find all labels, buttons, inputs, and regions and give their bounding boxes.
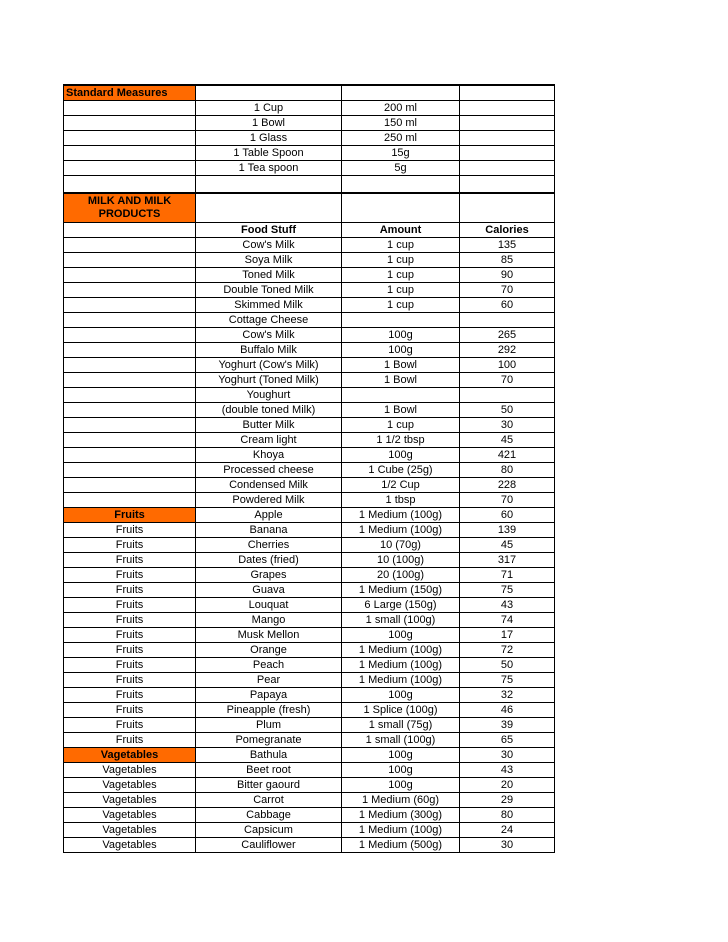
category-cell [64, 268, 196, 283]
food-amount: 1 Medium (100g) [342, 673, 460, 688]
food-amount [342, 388, 460, 403]
category-cell: Fruits [64, 688, 196, 703]
category-cell: Vagetables [64, 838, 196, 853]
category-cell: Vagetables [64, 748, 196, 763]
food-name: Pineapple (fresh) [196, 703, 342, 718]
header-food-stuff: Food Stuff [196, 223, 342, 238]
spacer-row [64, 176, 555, 194]
food-amount [342, 313, 460, 328]
food-row [64, 553, 555, 568]
food-amount: 1 Medium (100g) [342, 823, 460, 838]
food-amount: 1 Bowl [342, 403, 460, 418]
food-calories: 32 [460, 688, 555, 703]
food-row [64, 373, 555, 388]
food-calories: 74 [460, 613, 555, 628]
category-cell [64, 343, 196, 358]
food-amount: 100g [342, 628, 460, 643]
food-calories: 17 [460, 628, 555, 643]
food-row [64, 388, 555, 403]
food-calories: 70 [460, 373, 555, 388]
milk-section-title-row [64, 193, 555, 223]
food-amount: 1 cup [342, 238, 460, 253]
food-amount: 1 Bowl [342, 358, 460, 373]
measure-row [64, 161, 555, 176]
food-row [64, 298, 555, 313]
food-calories: 70 [460, 283, 555, 298]
food-calories: 72 [460, 643, 555, 658]
food-amount: 10 (70g) [342, 538, 460, 553]
food-calories: 29 [460, 793, 555, 808]
food-row [64, 793, 555, 808]
food-amount: 1 cup [342, 283, 460, 298]
food-row [64, 268, 555, 283]
food-amount: 1 1/2 tbsp [342, 433, 460, 448]
food-row [64, 568, 555, 583]
food-calories: 80 [460, 808, 555, 823]
food-name: Cow's Milk [196, 328, 342, 343]
food-row [64, 238, 555, 253]
food-calories: 24 [460, 823, 555, 838]
measure-row [64, 146, 555, 161]
food-calories: 43 [460, 598, 555, 613]
food-row [64, 418, 555, 433]
food-row [64, 433, 555, 448]
food-name: Capsicum [196, 823, 342, 838]
food-name: Plum [196, 718, 342, 733]
food-name: Cherries [196, 538, 342, 553]
food-row [64, 598, 555, 613]
food-row [64, 763, 555, 778]
food-calories: 30 [460, 418, 555, 433]
category-cell [64, 448, 196, 463]
food-row [64, 508, 555, 523]
food-amount: 100g [342, 328, 460, 343]
food-row [64, 688, 555, 703]
category-cell [64, 403, 196, 418]
measure-unit: 1 Glass [196, 131, 342, 146]
food-amount: 1 Medium (500g) [342, 838, 460, 853]
food-name: Cow's Milk [196, 238, 342, 253]
food-row [64, 673, 555, 688]
food-calories: 135 [460, 238, 555, 253]
food-calories: 70 [460, 493, 555, 508]
category-cell [64, 418, 196, 433]
food-calories: 100 [460, 358, 555, 373]
food-name: Peach [196, 658, 342, 673]
food-calories: 90 [460, 268, 555, 283]
food-row [64, 643, 555, 658]
food-name: Cauliflower [196, 838, 342, 853]
food-row [64, 463, 555, 478]
food-row [64, 778, 555, 793]
food-name: Bitter gaourd [196, 778, 342, 793]
category-cell: Vagetables [64, 763, 196, 778]
category-cell [64, 433, 196, 448]
food-name: Louquat [196, 598, 342, 613]
category-cell: Vagetables [64, 778, 196, 793]
food-row [64, 283, 555, 298]
food-amount: 1 Cube (25g) [342, 463, 460, 478]
food-name: Cabbage [196, 808, 342, 823]
food-amount: 100g [342, 748, 460, 763]
category-cell: Fruits [64, 568, 196, 583]
food-name: Powdered Milk [196, 493, 342, 508]
category-cell: Fruits [64, 613, 196, 628]
food-amount: 1 Splice (100g) [342, 703, 460, 718]
food-name: Grapes [196, 568, 342, 583]
food-calories: 75 [460, 583, 555, 598]
food-name: Bathula [196, 748, 342, 763]
food-name: Skimmed Milk [196, 298, 342, 313]
food-name: Guava [196, 583, 342, 598]
category-cell [64, 328, 196, 343]
category-cell: Fruits [64, 553, 196, 568]
category-cell: Fruits [64, 733, 196, 748]
category-cell: Vagetables [64, 793, 196, 808]
measure-unit: 1 Table Spoon [196, 146, 342, 161]
measure-row [64, 101, 555, 116]
measure-value: 150 ml [342, 116, 460, 131]
food-name: Youghurt [196, 388, 342, 403]
food-name: Soya Milk [196, 253, 342, 268]
food-name: Pomegranate [196, 733, 342, 748]
food-amount: 100g [342, 763, 460, 778]
food-row [64, 313, 555, 328]
food-name: Butter Milk [196, 418, 342, 433]
header-calories: Calories [460, 223, 555, 238]
food-name: Cottage Cheese [196, 313, 342, 328]
food-calories: 60 [460, 298, 555, 313]
food-calories: 139 [460, 523, 555, 538]
food-amount: 1 Medium (100g) [342, 523, 460, 538]
food-name: Buffalo Milk [196, 343, 342, 358]
header-amount: Amount [342, 223, 460, 238]
food-calories: 43 [460, 763, 555, 778]
category-cell [64, 313, 196, 328]
category-cell [64, 388, 196, 403]
category-cell: Fruits [64, 718, 196, 733]
standard-measures-title: Standard Measures [64, 85, 196, 101]
food-name: (double toned Milk) [196, 403, 342, 418]
food-name: Papaya [196, 688, 342, 703]
measure-row [64, 131, 555, 146]
food-amount: 1 Bowl [342, 373, 460, 388]
food-amount: 1 tbsp [342, 493, 460, 508]
food-amount: 1 cup [342, 298, 460, 313]
food-name: Apple [196, 508, 342, 523]
category-cell: Fruits [64, 658, 196, 673]
food-calories: 45 [460, 433, 555, 448]
category-cell: Fruits [64, 673, 196, 688]
food-name: Musk Mellon [196, 628, 342, 643]
food-calories: 80 [460, 463, 555, 478]
food-calories [460, 313, 555, 328]
food-name: Cream light [196, 433, 342, 448]
food-name: Orange [196, 643, 342, 658]
food-row [64, 403, 555, 418]
food-row [64, 523, 555, 538]
food-name: Pear [196, 673, 342, 688]
category-cell [64, 283, 196, 298]
measure-unit: 1 Cup [196, 101, 342, 116]
food-amount: 1 Medium (150g) [342, 583, 460, 598]
food-row [64, 733, 555, 748]
food-amount: 1 Medium (60g) [342, 793, 460, 808]
food-row [64, 658, 555, 673]
food-amount: 1 small (100g) [342, 613, 460, 628]
food-calories: 85 [460, 253, 555, 268]
food-calories: 39 [460, 718, 555, 733]
measure-unit: 1 Tea spoon [196, 161, 342, 176]
category-cell: Fruits [64, 508, 196, 523]
category-cell: Fruits [64, 598, 196, 613]
category-cell [64, 493, 196, 508]
food-row [64, 478, 555, 493]
food-amount: 1 cup [342, 268, 460, 283]
food-calories: 50 [460, 403, 555, 418]
calorie-table [63, 84, 555, 853]
food-name: Yoghurt (Cow's Milk) [196, 358, 342, 373]
food-amount: 100g [342, 778, 460, 793]
food-calories: 45 [460, 538, 555, 553]
measure-value: 15g [342, 146, 460, 161]
food-row [64, 703, 555, 718]
food-amount: 100g [342, 448, 460, 463]
food-row [64, 328, 555, 343]
column-header-row [64, 223, 555, 238]
food-calories: 75 [460, 673, 555, 688]
food-row [64, 718, 555, 733]
food-name: Dates (fried) [196, 553, 342, 568]
category-cell: Fruits [64, 643, 196, 658]
food-amount: 1 Medium (100g) [342, 508, 460, 523]
measure-row [64, 116, 555, 131]
standard-measures-header-row [64, 85, 555, 101]
measure-unit: 1 Bowl [196, 116, 342, 131]
category-cell: Fruits [64, 703, 196, 718]
food-row [64, 538, 555, 553]
food-amount: 1/2 Cup [342, 478, 460, 493]
food-name: Yoghurt (Toned Milk) [196, 373, 342, 388]
food-row [64, 253, 555, 268]
food-row [64, 493, 555, 508]
food-amount: 1 cup [342, 253, 460, 268]
food-amount: 1 cup [342, 418, 460, 433]
food-name: Double Toned Milk [196, 283, 342, 298]
category-cell: Fruits [64, 538, 196, 553]
food-row [64, 628, 555, 643]
food-calories: 292 [460, 343, 555, 358]
food-name: Carrot [196, 793, 342, 808]
food-amount: 100g [342, 343, 460, 358]
category-cell: Fruits [64, 583, 196, 598]
category-cell [64, 478, 196, 493]
food-row [64, 358, 555, 373]
food-amount: 1 Medium (100g) [342, 643, 460, 658]
food-amount: 10 (100g) [342, 553, 460, 568]
food-calories: 65 [460, 733, 555, 748]
food-amount: 1 Medium (100g) [342, 658, 460, 673]
food-name: Banana [196, 523, 342, 538]
food-amount: 1 small (100g) [342, 733, 460, 748]
food-calories: 317 [460, 553, 555, 568]
food-calories: 20 [460, 778, 555, 793]
category-cell [64, 238, 196, 253]
food-row [64, 823, 555, 838]
food-amount: 6 Large (150g) [342, 598, 460, 613]
food-amount: 20 (100g) [342, 568, 460, 583]
milk-section-title: MILK AND MILK PRODUCTS [64, 193, 196, 223]
category-cell [64, 373, 196, 388]
food-calories [460, 388, 555, 403]
category-cell: Fruits [64, 523, 196, 538]
food-calories: 228 [460, 478, 555, 493]
food-name: Processed cheese [196, 463, 342, 478]
food-calories: 50 [460, 658, 555, 673]
category-cell: Vagetables [64, 823, 196, 838]
food-calories: 421 [460, 448, 555, 463]
food-amount: 1 small (75g) [342, 718, 460, 733]
food-amount: 1 Medium (300g) [342, 808, 460, 823]
food-name: Condensed Milk [196, 478, 342, 493]
food-calories: 265 [460, 328, 555, 343]
food-calories: 60 [460, 508, 555, 523]
food-name: Toned Milk [196, 268, 342, 283]
food-row [64, 808, 555, 823]
food-row [64, 613, 555, 628]
food-name: Beet root [196, 763, 342, 778]
measure-value: 200 ml [342, 101, 460, 116]
category-cell [64, 298, 196, 313]
category-cell [64, 358, 196, 373]
food-calories: 30 [460, 838, 555, 853]
food-name: Mango [196, 613, 342, 628]
food-row [64, 748, 555, 763]
food-row [64, 838, 555, 853]
category-cell [64, 253, 196, 268]
category-cell: Fruits [64, 628, 196, 643]
measure-value: 5g [342, 161, 460, 176]
food-row [64, 583, 555, 598]
category-cell [64, 463, 196, 478]
food-row [64, 448, 555, 463]
food-calories: 71 [460, 568, 555, 583]
category-cell: Vagetables [64, 808, 196, 823]
food-calories: 46 [460, 703, 555, 718]
food-row [64, 343, 555, 358]
food-calories: 30 [460, 748, 555, 763]
food-name: Khoya [196, 448, 342, 463]
measure-value: 250 ml [342, 131, 460, 146]
food-amount: 100g [342, 688, 460, 703]
